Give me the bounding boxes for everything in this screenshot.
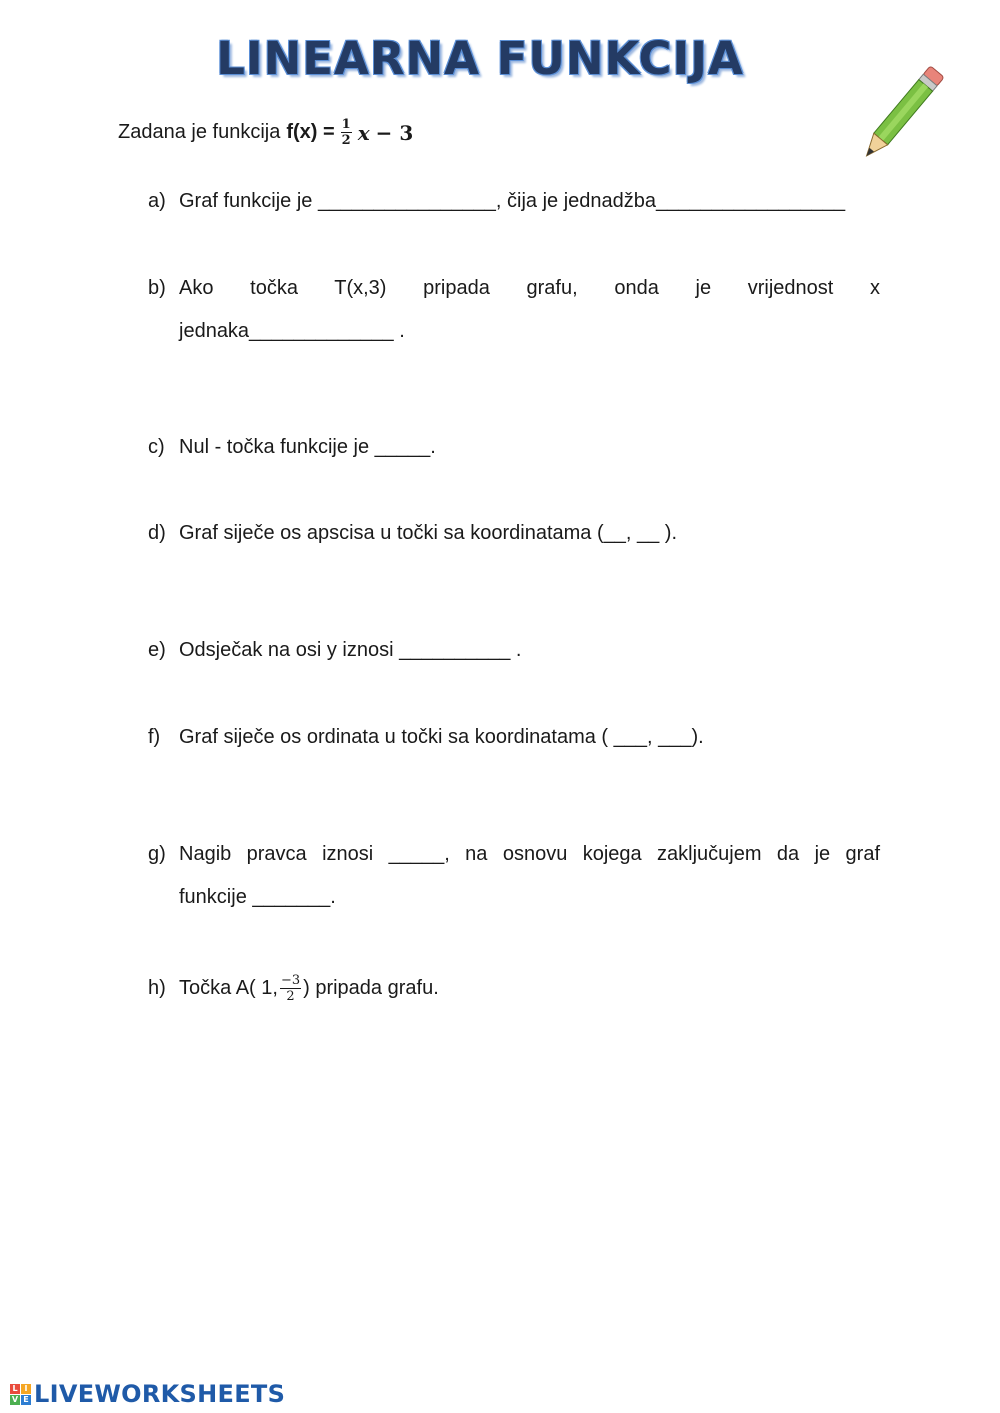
brand-name: LIVEWORKSHEETS [34,1380,286,1408]
question-line-2: jednaka_____________ . [179,320,405,342]
question-text [179,967,880,1010]
question-e [148,629,880,672]
point-fraction [280,974,301,1003]
question-body [179,833,880,919]
fraction-denominator: 2 [341,133,351,148]
question-label: b) [148,277,166,299]
question-label: e) [148,639,166,661]
question-d [148,512,880,555]
line-text: Ako točka T(x,3) pripada grafu, onda je vrijednost x [179,277,880,299]
question-b [148,267,880,353]
text-after-fraction: ) pripada grafu. [303,977,439,999]
question-body [179,267,880,353]
logo-mark-icon [10,1384,31,1405]
question-g [148,833,880,919]
logo-letter: L [10,1384,20,1394]
fraction-numerator: −3 [280,973,301,988]
expr-constant: − 3 [375,120,414,145]
question-text: Graf siječe os apscisa u točki sa koordinatama (__, __ ). [179,522,678,544]
question-h [148,967,880,1010]
intro-text: Zadana je funkcija [118,121,281,143]
question-c [148,426,880,469]
logo-letter: V [11,1395,19,1404]
question-a [148,180,880,223]
question-label: a) [148,190,166,212]
question-text: Graf siječe os ordinata u točki sa koordinatama ( ___, ___). [179,726,704,748]
page-title: LINEARNA FUNKCIJA [216,32,744,85]
text-before-fraction: Točka A( 1, [179,977,278,999]
question-text: Odsječak na osi y iznosi __________ . [179,639,522,661]
expr-variable: x [357,120,370,145]
fraction-numerator: 1 [341,117,351,132]
liveworksheets-logo [10,1380,285,1408]
question-line-2: funkcije _______. [179,886,336,908]
question-f [148,716,880,759]
fraction-denominator: 2 [286,989,295,1004]
question-line-1 [179,267,880,310]
line-text: Nagib pravca iznosi _____, na osnovu kojega zaključujem da je graf [179,843,880,865]
function-name: f(x) = [286,121,335,143]
logo-letter: I [21,1384,31,1394]
question-label: h) [148,977,166,999]
question-label: d) [148,522,166,544]
pencil-icon [852,56,948,176]
intro-fraction [341,118,352,147]
question-label: f) [148,726,161,748]
question-text: Graf funkcije je ________________, čija je jednadžba_________________ [179,190,846,212]
question-text: Nul - točka funkcije je _____. [179,436,436,458]
question-label: c) [148,436,165,458]
logo-letter: E [21,1395,31,1405]
intro-statement [118,118,413,147]
question-label: g) [148,843,166,865]
question-line-1 [179,833,880,876]
